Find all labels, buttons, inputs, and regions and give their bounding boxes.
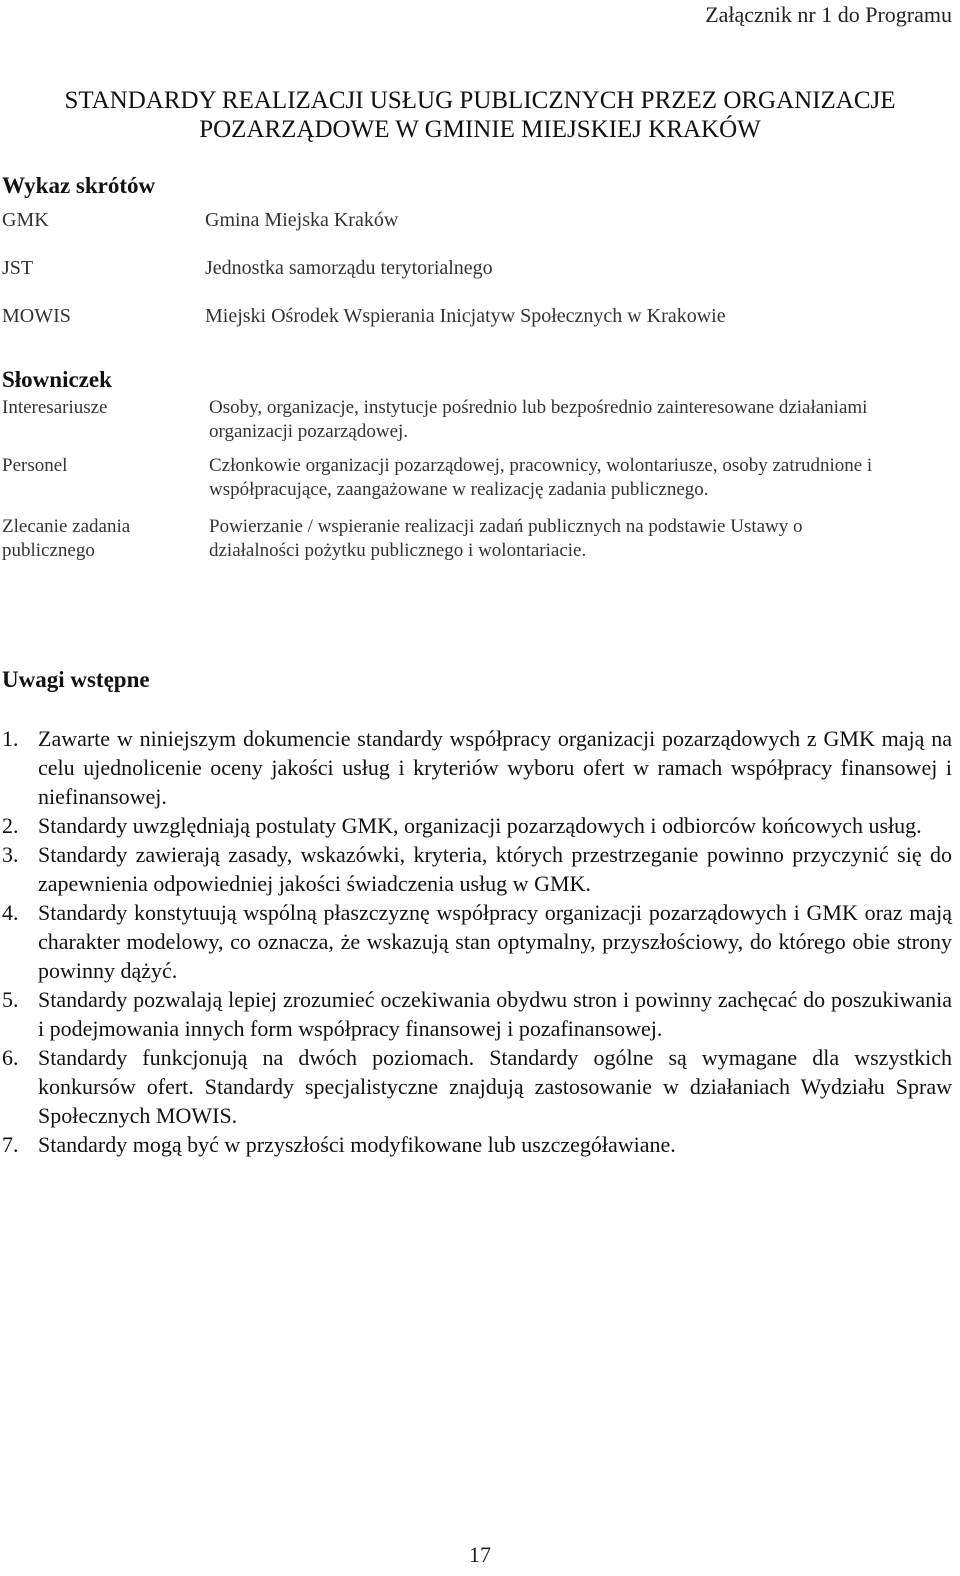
glossary-term: Interesariusze (2, 397, 108, 418)
intro-item-text: Standardy mogą być w przyszłości modyfikowane lub uszczegóławiane. (38, 1132, 676, 1157)
intro-item-text: Standardy zawierają zasady, wskazówki, kryteria, których przestrzeganie powinno przyczynić się do zapewnienia odpowiedniej jakości świadczenia usług w GMK. (38, 842, 952, 896)
document-title-line-1: STANDARDY REALIZACJI USŁUG PUBLICZNYCH PRZEZ ORGANIZACJE (64, 87, 896, 114)
abbreviation-description: Jednostka samorządu terytorialnego (205, 257, 493, 279)
glossary-definition (209, 396, 949, 444)
intro-item-number: 7. (2, 1132, 19, 1157)
glossary-heading: Słowniczek (2, 367, 112, 392)
abbreviation-description: Gmina Miejska Kraków (205, 209, 399, 231)
intro-item-number: 3. (2, 842, 19, 867)
intro-list-item (0, 1043, 960, 1130)
intro-heading: Uwagi wstępne (2, 667, 150, 692)
abbreviation-description: Miejski Ośrodek Wspierania Inicjatyw Społecznych w Krakowie (205, 305, 726, 327)
intro-item-text: Zawarte w niniejszym dokumencie standardy współpracy organizacji pozarządowych z GMK mają na celu ujednolicenie oceny jakości usług i kryteriów wyboru ofert w ramach współpracy finansowej i niefinansowej. (38, 726, 952, 809)
intro-item-number: 4. (2, 900, 19, 925)
intro-item-number: 1. (2, 726, 19, 751)
glossary-definition-line: Członkowie organizacji pozarządowej, pracownicy, wolontariusze, osoby zatrudnione i (209, 455, 873, 476)
glossary-definition-line: organizacji pozarządowej. (209, 421, 409, 442)
intro-item-number: 2. (2, 813, 19, 838)
intro-list-item (0, 985, 960, 1043)
intro-item-text: Standardy pozwalają lepiej zrozumieć oczekiwania obydwu stron i powinny zachęcać do poszukiwania i podejmowania innych form współpracy finansowej i pozafinansowej. (38, 987, 952, 1041)
glossary-term (2, 515, 187, 563)
glossary-definition-line: działalności pożytku publicznego i wolontariacie. (209, 540, 587, 561)
intro-list-item (0, 724, 960, 811)
abbreviations-heading: Wykaz skrótów (2, 173, 156, 198)
attachment-note: Załącznik nr 1 do Programu (705, 2, 952, 27)
glossary-term: Personel (2, 455, 68, 476)
intro-list-item (0, 811, 960, 840)
abbreviation-code: MOWIS (2, 305, 71, 327)
abbreviation-code: JST (2, 257, 34, 279)
glossary-definition-line: współpracujące, zaangażowane w realizację zadania publicznego. (209, 479, 709, 500)
intro-list-item (0, 1130, 960, 1159)
intro-item-text: Standardy uwzględniają postulaty GMK, organizacji pozarządowych i odbiorców końcowych usług. (38, 813, 922, 838)
intro-item-text: Standardy konstytuują wspólną płaszczyznę współpracy organizacji pozarządowych i GMK oraz mają charakter modelowy, co oznacza, że wskazują stan optymalny, przyszłościowy, do którego obie strony powinny dążyć. (38, 900, 952, 983)
abbreviation-code: GMK (2, 209, 49, 231)
document-title-line-2: POZARZĄDOWE W GMINIE MIEJSKIEJ KRAKÓW (199, 116, 761, 143)
page-number: 17 (469, 1542, 491, 1567)
document-title (0, 86, 960, 144)
intro-list-item (0, 898, 960, 985)
glossary-definition (209, 454, 949, 502)
intro-item-number: 5. (2, 987, 19, 1012)
intro-list (0, 724, 960, 1159)
intro-item-text: Standardy funkcjonują na dwóch poziomach. Standardy ogólne są wymagane dla wszystkich konkursów ofert. Standardy specjalistyczne znajdują zastosowanie w działaniach Wydziału Spraw Społecznych MOWIS. (38, 1045, 952, 1128)
intro-list-item (0, 840, 960, 898)
glossary-definition (209, 515, 949, 563)
glossary-definition-line: Powierzanie / wspieranie realizacji zadań publicznych na podstawie Ustawy o (209, 516, 803, 537)
glossary-term-line: publicznego (2, 540, 95, 561)
intro-item-number: 6. (2, 1045, 19, 1070)
glossary-term-line: Zlecanie zadania (2, 516, 131, 537)
glossary-definition-line: Osoby, organizacje, instytucje pośrednio lub bezpośrednio zainteresowane działaniami (209, 397, 868, 418)
